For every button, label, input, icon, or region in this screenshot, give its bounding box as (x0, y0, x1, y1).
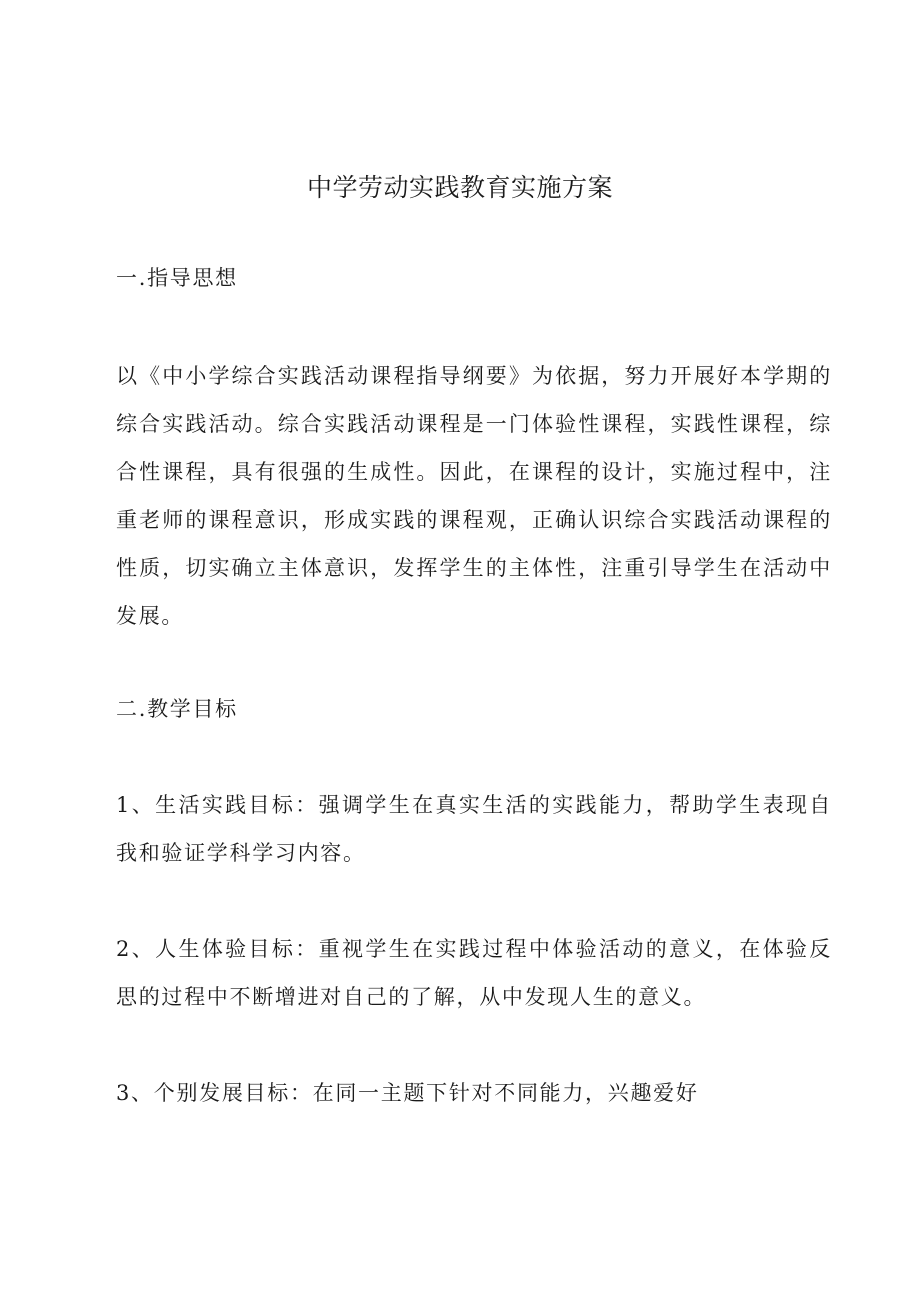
document-title: 中学劳动实践教育实施方案 (306, 173, 613, 202)
paragraph-goal-life-experience: 2、人生体验目标：重视学生在实践过程中体验活动的意义，在体验反思的过程中不断增进对自己的了解，从中发现人生的意义。 (116, 937, 832, 1009)
section-heading-teaching-goals: 二.教学目标 (116, 697, 238, 721)
paragraph-goal-individual-development: 3、个别发展目标：在同一主题下针对不同能力，兴趣爱好 (116, 1081, 699, 1105)
paragraph-goal-life-practice: 1、生活实践目标：强调学生在真实生活的实践能力，帮助学生表现自我和验证学科学习内容。 (116, 793, 832, 865)
section-heading-guiding-ideology: 一.指导思想 (116, 266, 238, 290)
paragraph-guiding-ideology: 以《中小学综合实践活动课程指导纲要》为依据，努力开展好本学期的综合实践活动。综合实践活动课程是一门体验性课程，实践性课程，综合性课程，具有很强的生成性。因此，在课程的设计，实施过程中，注重老师的课程意识，形成实践的课程观，正确认识综合实践活动课程的性质，切实确立主体意识，发挥学生的主体性，注重引导学生在活动中发展。 (116, 364, 832, 628)
